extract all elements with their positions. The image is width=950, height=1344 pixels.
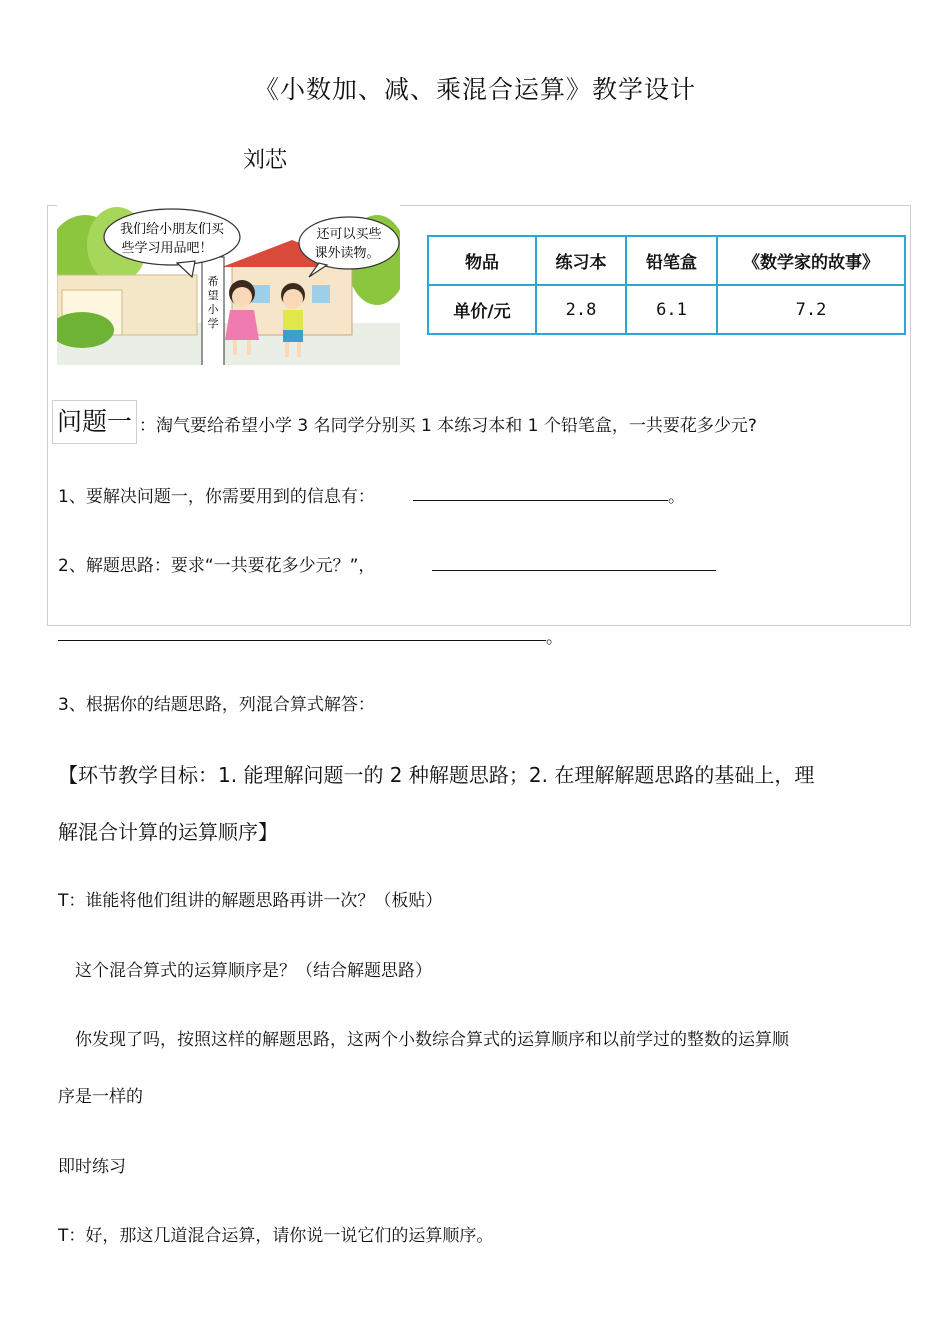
header-cell-book: 《数学家的故事》 — [717, 236, 905, 285]
price-table — [427, 235, 906, 335]
school-sign-char-2: 望 — [207, 289, 219, 302]
price-notebook: 2.8 — [536, 285, 626, 334]
school-illustration — [57, 205, 400, 365]
question-label-box: 问题一 — [52, 400, 137, 444]
item-1-text: 1、要解决问题一，你需要用到的信息有： — [58, 487, 375, 507]
item-2-answer-line-1[interactable] — [432, 570, 716, 571]
row-label-unit-price: 单价/元 — [428, 285, 536, 334]
illustration-svg — [57, 205, 400, 365]
paragraph-2: 这个混合算式的运算顺序是？（结合解题思路） — [75, 961, 432, 981]
price-pencil-box: 6.1 — [626, 285, 717, 334]
paragraph-4: 即时练习 — [58, 1157, 126, 1177]
author-name: 刘芯 — [243, 148, 288, 173]
school-sign-char-1: 希 — [207, 275, 219, 288]
price-table-value-row — [428, 285, 905, 334]
teaching-goal-line-1: 【环节教学目标：1. 能理解问题一的 2 种解题思路；2. 在理解解题思路的基础上，理 — [58, 763, 815, 787]
item-3-text: 3、根据你的结题思路，列混合算式解答： — [58, 695, 375, 715]
bubble-right-line-2: 课外读物。 — [314, 246, 380, 261]
item-2-answer-line-2[interactable] — [58, 640, 546, 641]
bubble-right-line-1: 还可以买些 — [316, 227, 382, 242]
header-cell-pencil-box: 铅笔盒 — [626, 236, 717, 285]
item-2-end: 。 — [546, 628, 563, 648]
bubble-left-line-1: 我们给小朋友们买 — [119, 222, 225, 237]
price-book: 7.2 — [717, 285, 905, 334]
document-title: 《小数加、减、乘混合运算》教学设计 — [253, 75, 696, 104]
item-1-end: 。 — [668, 487, 685, 507]
item-1-answer-line[interactable] — [413, 500, 668, 501]
school-sign-char-3: 小 — [207, 303, 219, 316]
header-cell-item: 物品 — [428, 236, 536, 285]
paragraph-3-line-1: 你发现了吗，按照这样的解题思路，这两个小数综合算式的运算顺序和以前学过的整数的运算顺 — [75, 1030, 789, 1050]
teaching-goal-line-2: 解混合计算的运算顺序】 — [58, 820, 278, 844]
paragraph-3-line-2: 序是一样的 — [58, 1087, 143, 1107]
paragraph-5: T：好，那这几道混合运算，请你说一说它们的运算顺序。 — [58, 1226, 494, 1246]
school-sign-char-4: 学 — [207, 317, 219, 330]
header-cell-notebook: 练习本 — [536, 236, 626, 285]
item-2-text: 2、解题思路：要求“一共要花多少元？”， — [58, 556, 376, 576]
price-table-header-row — [428, 236, 905, 285]
question-text: ：淘气要给希望小学 3 名同学分别买 1 本练习本和 1 个铅笔盒，一共要花多少元? — [139, 416, 757, 436]
paragraph-1: T：谁能将他们组讲的解题思路再讲一次？（板贴） — [58, 891, 443, 911]
bubble-left-line-2: 些学习用品吧！ — [121, 241, 213, 256]
